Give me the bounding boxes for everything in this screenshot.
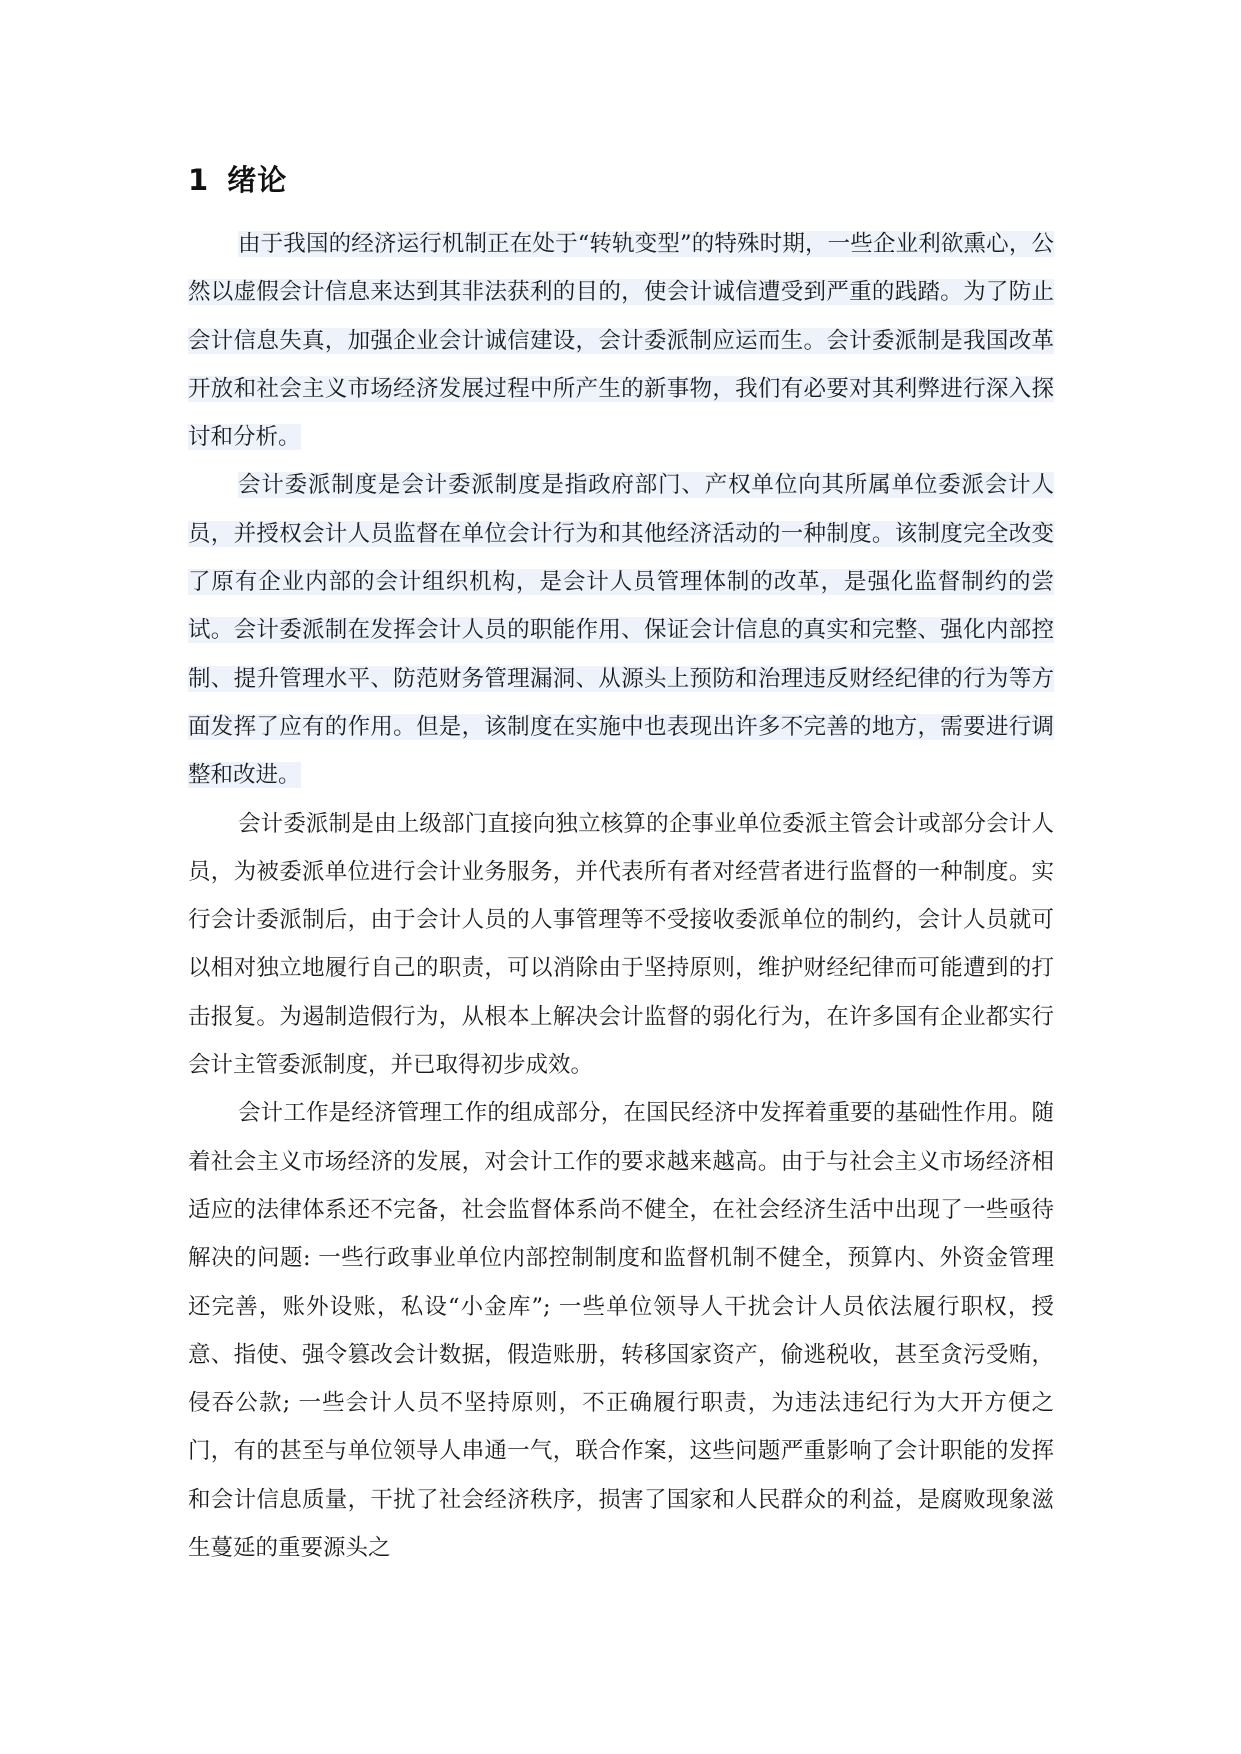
paragraph-2-text: 会计委派制度是会计委派制度是指政府部门、产权单位向其所属单位委派会计人员，并授权会计人员监督在单位会计行为和其他经济活动的一种制度。该制度完全改变了原有企业内部的会计组织机构，是会计人员管理体制的改革，是强化监督制约的尝试。会计委派制在发挥会计人员的职能作用、保证会计信息的真实和完整、强化内部控制、提升管理水平、防范财务管理漏洞、从源头上预防和治理违反财经纪律的行为等方面发挥了应有的作用。但是，该制度在实施中也表现出许多不完善的地方，需要进行调整和改进。	[188, 472, 1054, 789]
body-text	[188, 220, 1054, 1572]
paragraph-3	[188, 800, 1054, 1090]
section-title: 绪论	[227, 163, 288, 197]
paragraph-1	[188, 220, 1054, 461]
section-number: 1	[188, 163, 210, 197]
paragraph-4	[188, 1089, 1054, 1572]
paragraph-4-text: 会计工作是经济管理工作的组成部分，在国民经济中发挥着重要的基础性作用。随着社会主义市场经济的发展，对会计工作的要求越来越高。由于与社会主义市场经济相适应的法律体系还不完备，社会监督体系尚不健全，在社会经济生活中出现了一些亟待解决的问题: 一些行政事业单位内部控制制度和监督机制不健全，预算内、外资金管理还完善，账外设账，私设“小金库”; 一些单位领导人干扰会计人员依法履行职权，授意、指使、强令篡改会计数据，假造账册，转移国家资产，偷逃税收，甚至贪污受贿，侵吞公款; 一些会计人员不坚持原则，不正确履行职责，为违法违纪行为大开方便之门，有的甚至与单位领导人串通一气，联合作案，这些问题严重影响了会计职能的发挥和会计信息质量，干扰了社会经济秩序，损害了国家和人民群众的利益，是腐败现象滋生蔓延的重要源头之	[188, 1100, 1054, 1562]
section-heading	[188, 160, 287, 200]
paragraph-2	[188, 461, 1054, 799]
paragraph-3-text: 会计委派制是由上级部门直接向独立核算的企事业单位委派主管会计或部分会计人员，为被委派单位进行会计业务服务，并代表所有者对经营者进行监督的一种制度。实行会计委派制后，由于会计人员的人事管理等不受接收委派单位的制约，会计人员就可以相对独立地履行自己的职责，可以消除由于坚持原则，维护财经纪律而可能遭到的打击报复。为遏制造假行为，从根本上解决会计监督的弱化行为，在许多国有企业都实行会计主管委派制度，并已取得初步成效。	[188, 810, 1054, 1079]
paragraph-1-text: 由于我国的经济运行机制正在处于“转轨变型”的特殊时期，一些企业利欲熏心，公然以虚假会计信息来达到其非法获利的目的，使会计诚信遭受到严重的践踏。为了防止会计信息失真，加强企业会计诚信建设，会计委派制应运而生。会计委派制是我国改革开放和社会主义市场经济发展过程中所产生的新事物，我们有必要对其利弊进行深入探讨和分析。	[188, 231, 1054, 451]
